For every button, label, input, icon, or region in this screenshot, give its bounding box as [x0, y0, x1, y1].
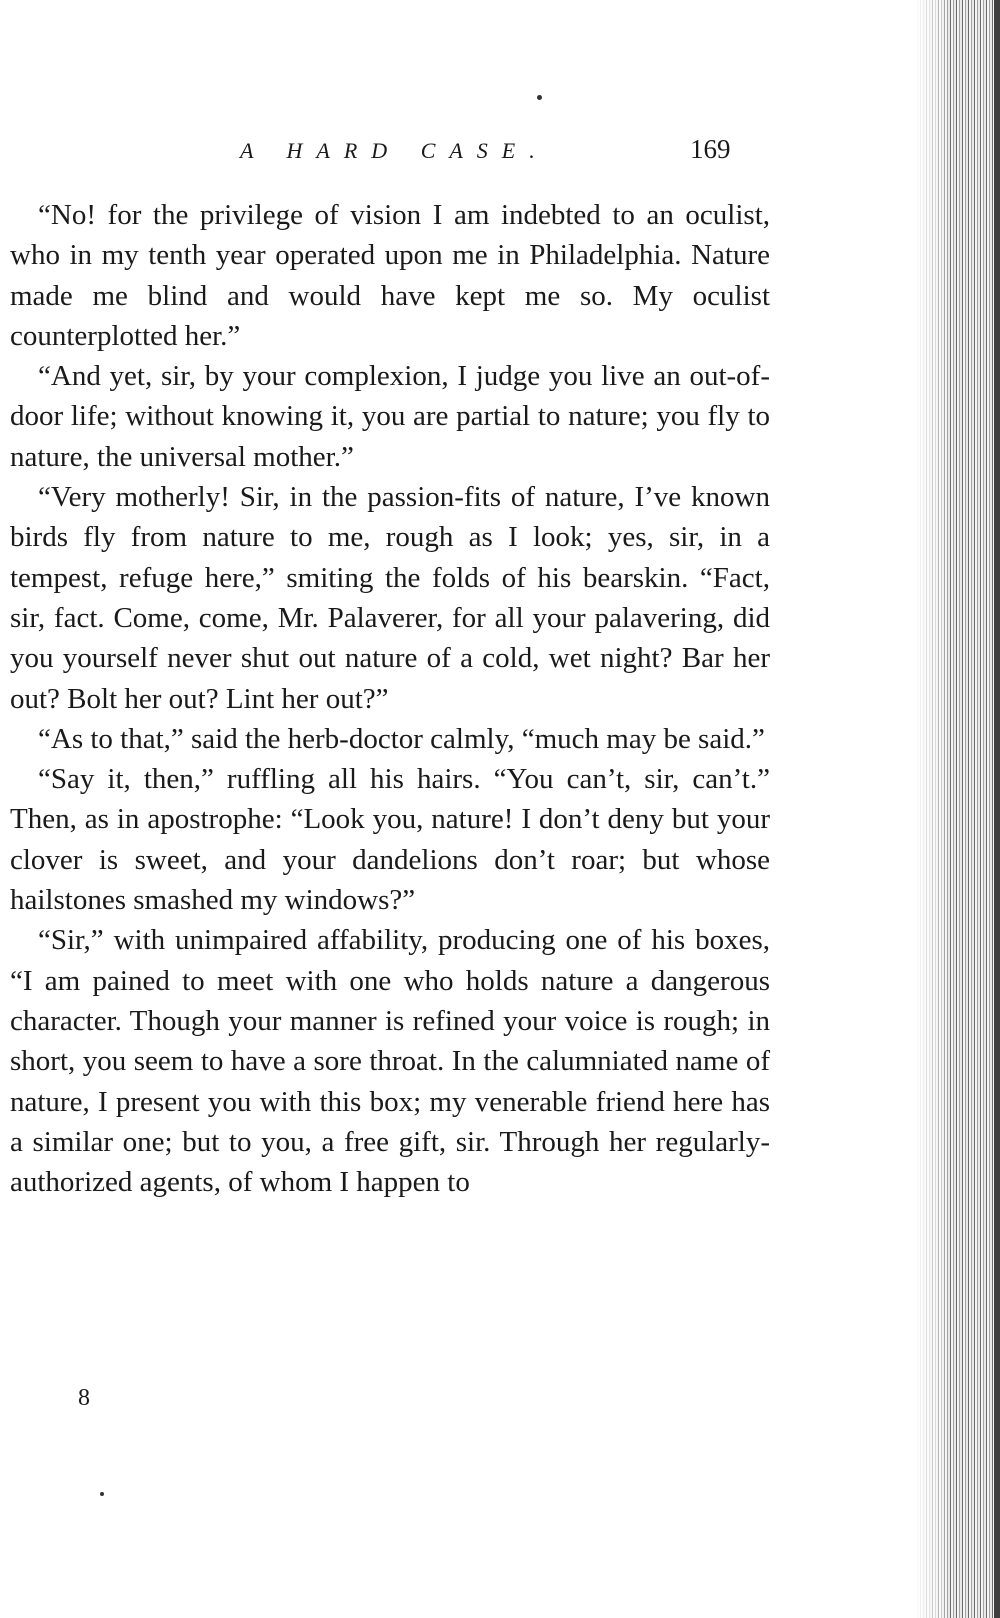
ink-speck	[100, 1492, 104, 1496]
running-head	[0, 134, 770, 178]
body-text	[10, 195, 770, 1202]
page-number: 169	[690, 134, 731, 164]
paragraph: “Sir,” with unimpaired affability, producing one of his boxes, “I am pained to meet with one who holds nature a dangerous character. Though your manner is refined your voice is rough; in short, you seem to have a sore throat. In the calumniated name of nature, I present you with this box; my venerable friend here has a similar one; but to you, a free gift, sir. Through her regularly-authorized agents, of whom I happen to	[10, 924, 770, 1199]
paragraph: “Say it, then,” ruffling all his hairs. “You can’t, sir, can’t.” Then, as in apostrophe: “Look you, nature! I don’t deny but your clover is sweet, and your dandelions don’t roar; but whose hailstones smashed my windows?”	[10, 763, 770, 917]
paragraph: “As to that,” said the herb-doctor calmly, “much may be said.”	[38, 722, 765, 755]
book-page-edge	[915, 0, 1000, 1618]
running-title: A HARD CASE.	[240, 138, 549, 163]
ink-speck	[537, 95, 542, 100]
paragraph: “No! for the privilege of vision I am indebted to an oculist, who in my tenth year operated upon me in Philadelphia. Nature made me blind and would have kept me so. My oculist counterplotted her.”	[10, 199, 770, 352]
signature-mark: 8	[78, 1385, 90, 1411]
paragraph: “And yet, sir, by your complexion, I judge you live an out-of-door life; without knowing it, you are partial to nature; you fly to nature, the universal mother.”	[10, 360, 770, 473]
paragraph: “Very motherly! Sir, in the passion-fits of nature, I’ve known birds fly from nature to me, rough as I look; yes, sir, in a tempest, refuge here,” smiting the folds of his bearskin. “Fact, sir, fact. Come, come, Mr. Palaverer, for all your palavering, did you yourself never shut out nature of a cold, wet night? Bar her out? Bolt her out? Lint her out?”	[10, 481, 770, 715]
